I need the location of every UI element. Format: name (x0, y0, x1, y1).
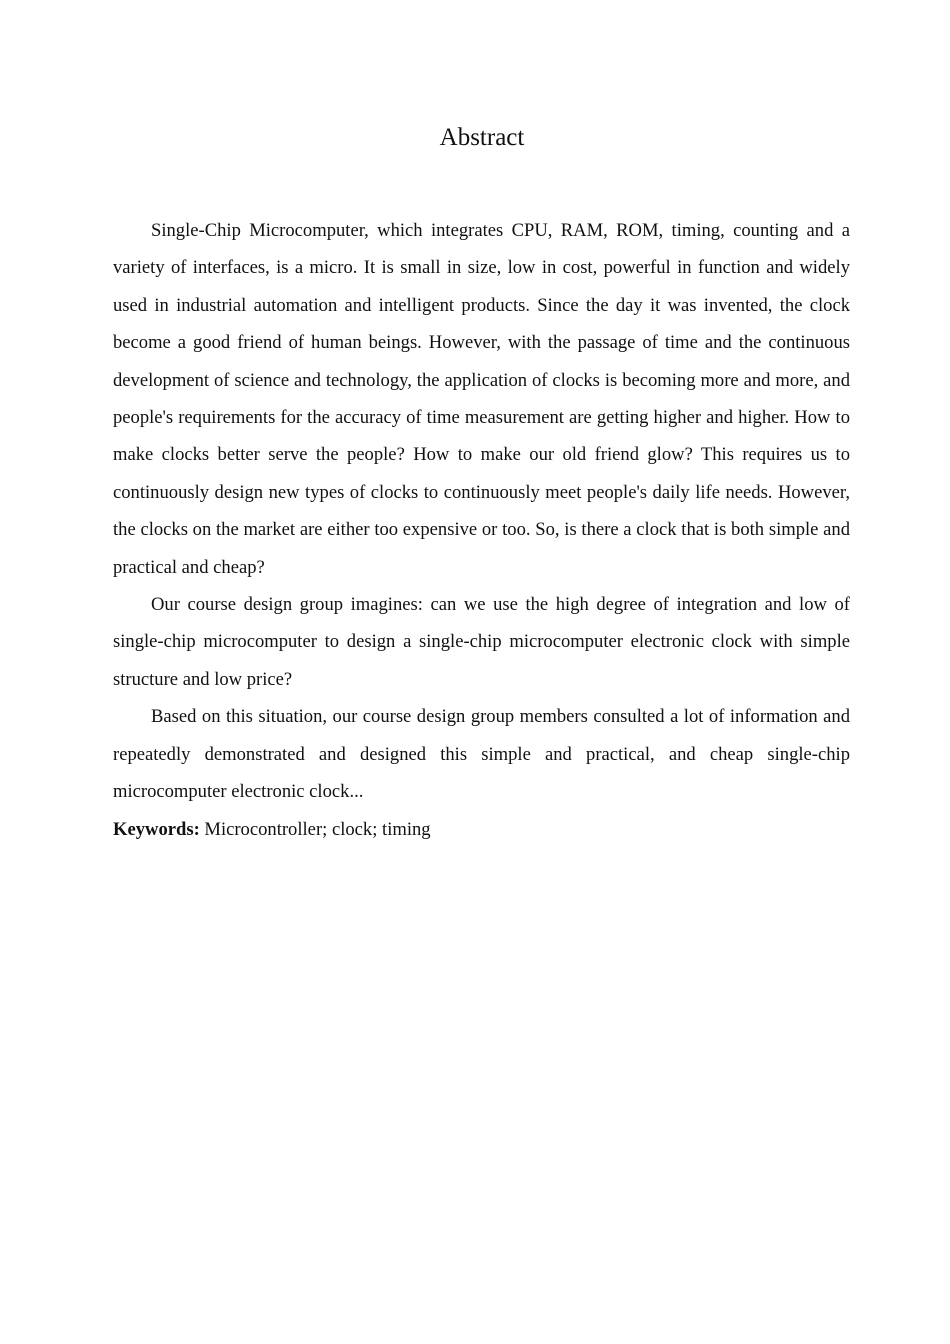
abstract-title: Abstract (439, 124, 525, 151)
abstract-paragraph-2: Our course design group imagines: can we use the high degree of integration and low of single-chip microcomputer to design a single-chip microcomputer electronic clock with simple structure and low price? (113, 594, 850, 690)
keywords-line (113, 811, 850, 848)
abstract-body (113, 212, 850, 848)
abstract-paragraph-3: Based on this situation, our course design group members consulted a lot of information and repeatedly demonstrated and designed this simple and practical, and cheap single-chip microcomputer electronic clock... (113, 706, 850, 803)
abstract-paragraph-1: Single-Chip Microcomputer, which integrates CPU, RAM, ROM, timing, counting and a variety of interfaces, is a micro. It is small in size, low in cost, powerful in function and widely used in industrial automation and intelligent products. Since the day it was invented, the clock become a good friend of human beings. However, with the passage of time and the continuous development of science and technology, the application of clocks is becoming more and more, and people's requirements for the accuracy of time measurement are getting higher and higher. How to make clocks better serve the people? How to make our old friend glow? This requires us to continuously design new types of clocks to continuously meet people's daily life needs. However, the clocks on the market are either too expensive or too. So, is there a clock that is both simple and practical and cheap? (113, 220, 850, 578)
keywords-label: Keywords: (113, 818, 200, 840)
keywords-value: Microcontroller; clock; timing (199, 818, 431, 840)
